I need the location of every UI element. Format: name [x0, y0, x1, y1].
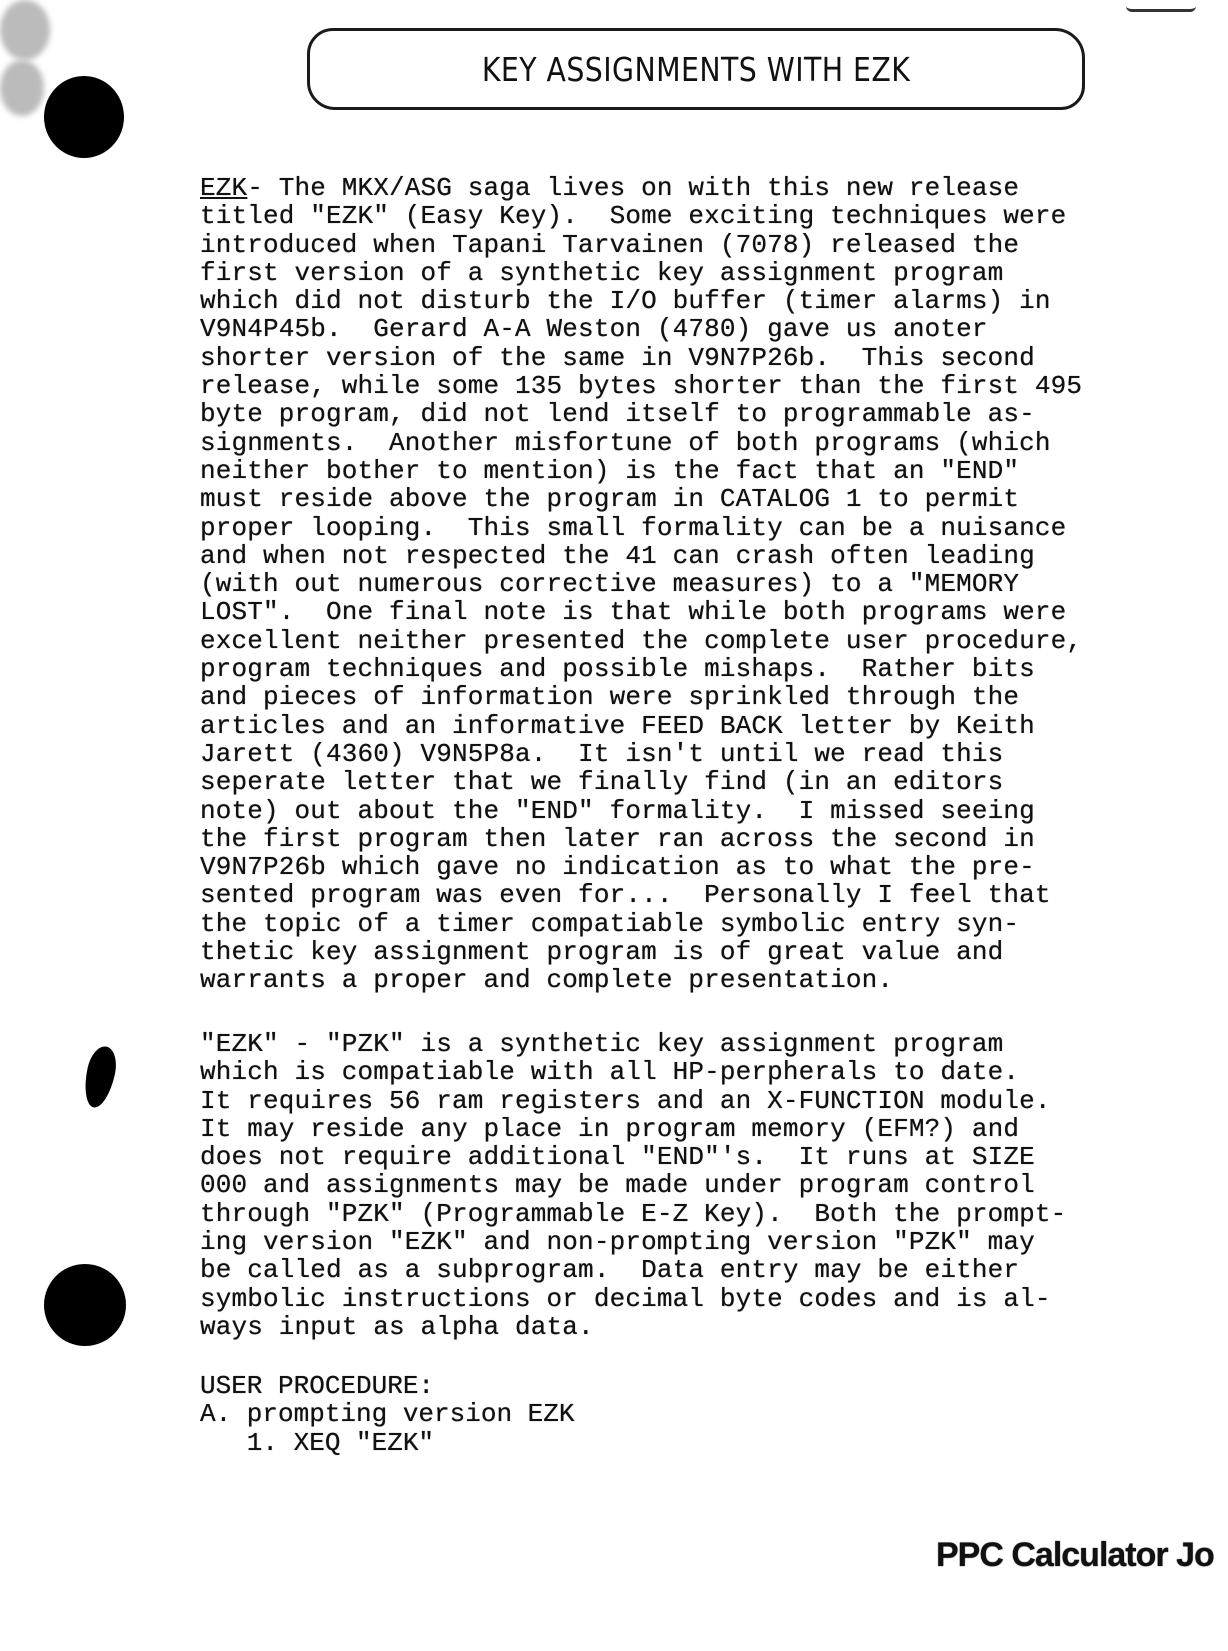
page-title: KEY ASSIGNMENTS WITH EZK — [481, 49, 911, 89]
text-line: It may reside any place in program memory (EFM?) and — [200, 1113, 1020, 1144]
text-line: first version of a synthetic key assignment program — [200, 257, 1004, 288]
text-line: the topic of a timer compatiable symbolic entry syn- — [200, 908, 1020, 939]
punch-hole — [44, 76, 124, 158]
text-line: and pieces of information were sprinkled through the — [200, 682, 1020, 713]
text-line: be called as a subprogram. Data entry may be either — [200, 1255, 1020, 1286]
text-line: V9N4P45b. Gerard A-A Weston (4780) gave us anoter — [200, 314, 988, 345]
text-line: It requires 56 ram registers and an X-FUNCTION module. — [200, 1085, 1051, 1116]
text-line: thetic key assignment program is of great value and — [200, 937, 1004, 968]
user-procedure — [200, 1372, 1100, 1457]
text-line: titled "EZK" (Easy Key). Some exciting techniques were — [200, 201, 1067, 232]
text-line: warrants a proper and complete presentation. — [200, 965, 894, 996]
text-line: through "PZK" (Programmable E-Z Key). Both the prompt- — [200, 1198, 1067, 1229]
text-line: must reside above the program in CATALOG 1 to permit — [200, 484, 1020, 515]
text-line: seperate letter that we finally find (in an editors — [200, 767, 1004, 798]
text-line: release, while some 135 bytes shorter than the first 495 — [200, 371, 1083, 402]
text-line: 000 and assignments may be made under program control — [200, 1170, 1035, 1201]
text-line: V9N7P26b which gave no indication as to what the pre- — [200, 852, 1035, 883]
text-line: does not require additional "END"'s. It runs at SIZE — [200, 1142, 1035, 1173]
text-line: (with out numerous corrective measures) to a "MEMORY — [200, 569, 1020, 600]
text-line: signments. Another misfortune of both programs (which — [200, 427, 1051, 458]
text-line: EZK- The MKX/ASG saga lives on with this new release — [200, 173, 1020, 203]
punch-hole — [44, 1264, 126, 1346]
text-line: excellent neither presented the complete user procedure, — [200, 625, 1083, 656]
procedure-section-a: A. prompting version EZK — [200, 1399, 575, 1430]
procedure-step-1: 1. XEQ "EZK" — [200, 1427, 435, 1458]
text-line: Jarett (4360) V9N5P8a. It isn't until we read this — [200, 738, 1004, 769]
title-box — [307, 28, 1085, 110]
text-line: program techniques and possible mishaps. Rather bits — [200, 654, 1035, 685]
punch-hole — [80, 1044, 120, 1110]
text-line: introduced when Tapani Tarvainen (7078) released the — [200, 229, 1020, 260]
text-line: ways input as alpha data. — [200, 1311, 594, 1342]
text-line: LOST". One final note is that while both programs were — [200, 597, 1067, 628]
text-line: proper looping. This small formality can be a nuisance — [200, 512, 1067, 543]
text-line: ing version "EZK" and non-prompting version "PZK" may — [200, 1227, 1035, 1258]
text-line: sented program was even for... Personally I feel that — [200, 880, 1051, 911]
intro-paragraph — [200, 174, 1190, 995]
footer-journal-title: PPC Calculator Jo — [936, 1536, 1214, 1574]
text-line: "EZK" - "PZK" is a synthetic key assignment program — [200, 1029, 1004, 1059]
text-line: which did not disturb the I/O buffer (timer alarms) in — [200, 286, 1051, 317]
corner-mark — [1126, 0, 1196, 12]
description-paragraph — [200, 1030, 1190, 1341]
text-line: symbolic instructions or decimal byte codes and is al- — [200, 1283, 1051, 1314]
text-line: byte program, did not lend itself to programmable as- — [200, 399, 1035, 430]
text-line: and when not respected the 41 can crash often leading — [200, 540, 1035, 571]
procedure-heading: USER PROCEDURE: — [200, 1371, 435, 1401]
text-line: the first program then later ran across the second in — [200, 823, 1035, 854]
text-line: note) out about the "END" formality. I missed seeing — [200, 795, 1035, 826]
punch-hole-shadow — [0, 0, 50, 60]
text-line: articles and an informative FEED BACK letter by Keith — [200, 710, 1035, 741]
punch-hole-shadow — [0, 60, 44, 116]
text-line: shorter version of the same in V9N7P26b. This second — [200, 342, 1035, 373]
text-line: neither bother to mention) is the fact that an "END" — [200, 455, 1020, 486]
text-line: which is compatiable with all HP-perpherals to date. — [200, 1057, 1020, 1088]
